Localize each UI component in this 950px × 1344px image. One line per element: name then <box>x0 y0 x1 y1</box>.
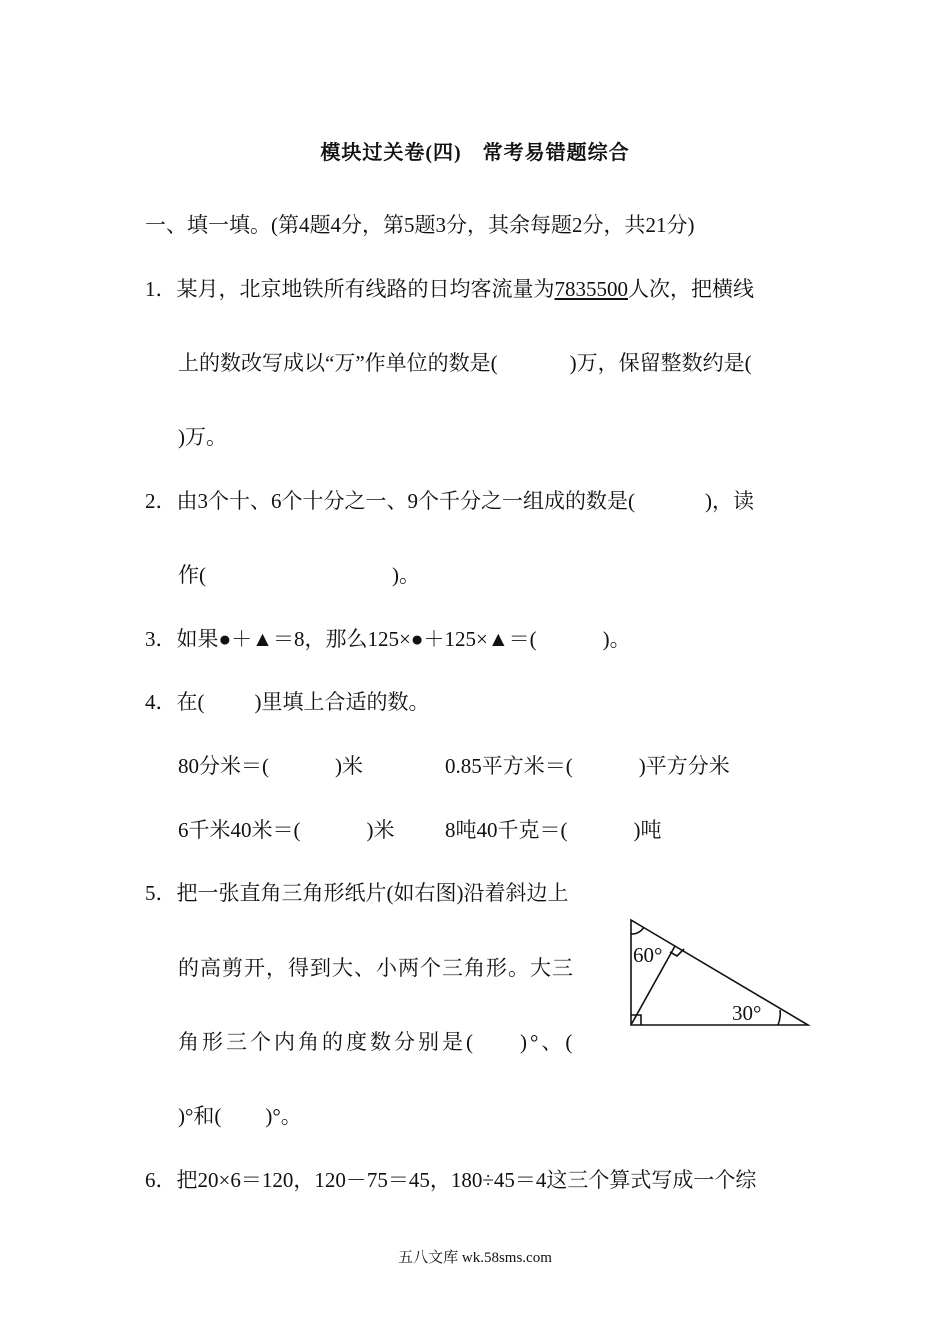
question-number: 1． <box>145 277 177 301</box>
question-4-row-2-item-2 <box>445 817 662 843</box>
question-1-line-3: )万。 <box>178 425 227 449</box>
question-number: 6． <box>145 1168 177 1192</box>
question-1-line-1 <box>145 276 754 302</box>
question-text: )吨 <box>633 818 662 842</box>
question-text: 人次，把横线 <box>628 277 754 301</box>
angle-label-right: 30° <box>732 1001 762 1025</box>
question-3 <box>145 626 631 652</box>
question-text: 作( <box>178 563 206 587</box>
question-text: )里填上合适的数。 <box>254 690 430 714</box>
question-text: 8吨40千克＝( <box>445 818 568 842</box>
question-text: 上的数改写成以“万”作单位的数是( <box>178 351 498 375</box>
question-4-row-2-item-1 <box>178 817 395 843</box>
question-2-line-2 <box>178 562 420 588</box>
question-number: 4． <box>145 690 177 714</box>
right-triangle-figure <box>622 912 822 1032</box>
question-text: 某月，北京地铁所有线路的日均客流量为 <box>176 277 555 301</box>
question-text: 由3个十、6个十分之一、9个千分之一组成的数是( <box>176 489 635 513</box>
angle-arc <box>631 927 644 934</box>
question-text: )°和( <box>178 1104 222 1128</box>
underlined-number: 7835500 <box>554 277 628 301</box>
question-1-line-2 <box>178 350 752 376</box>
question-2-line-1 <box>145 488 754 514</box>
question-text: 如果●＋▲＝8，那么125×●＋125×▲＝( <box>176 627 537 651</box>
question-text: )。 <box>602 627 631 651</box>
question-5-line-3 <box>178 1029 575 1055</box>
question-5-line-1 <box>145 880 569 906</box>
question-6-line-1 <box>145 1167 756 1193</box>
question-text: )°、( <box>520 1030 576 1054</box>
question-4 <box>145 689 430 715</box>
question-text: 把20×6＝120，120－75＝45，180÷45＝4这三个算式写成一个综 <box>176 1168 757 1192</box>
question-text: 0.85平方米＝( <box>445 754 573 778</box>
section-heading: 一、填一填。(第4题4分，第5题3分，其余每题2分，共21分) <box>145 213 695 237</box>
angle-arc <box>778 1010 780 1025</box>
question-number: 2． <box>145 489 177 513</box>
question-text: )。 <box>392 563 420 587</box>
question-5-line-4 <box>178 1103 302 1129</box>
question-number: 3． <box>145 627 177 651</box>
question-text: )米 <box>335 754 363 778</box>
triangle-outline <box>631 920 808 1025</box>
footer-watermark: 五八文库 wk.58sms.com <box>398 1250 552 1266</box>
question-text: 角形三个内角的度数分别是( <box>178 1030 476 1054</box>
question-text: )万，保留整数约是( <box>569 351 752 375</box>
question-4-row-1-item-1 <box>178 753 363 779</box>
angle-label-top: 60° <box>633 943 663 967</box>
question-text: 6千米40米＝( <box>178 818 301 842</box>
question-text: 在( <box>176 690 205 714</box>
question-text: )米 <box>366 818 395 842</box>
question-text: 80分米＝( <box>178 754 269 778</box>
question-5-line-2: 的高剪开，得到大、小两个三角形。大三 <box>178 956 574 980</box>
question-4-row-1-item-2 <box>445 753 730 779</box>
question-text: )平方分米 <box>638 754 730 778</box>
page-title: 模块过关卷(四) 常考易错题综合 <box>320 142 630 164</box>
question-text: 把一张直角三角形纸片(如右图)沿着斜边上 <box>176 881 569 905</box>
question-number: 5． <box>145 881 177 905</box>
question-text: )，读 <box>705 489 754 513</box>
question-text: )°。 <box>265 1104 302 1128</box>
